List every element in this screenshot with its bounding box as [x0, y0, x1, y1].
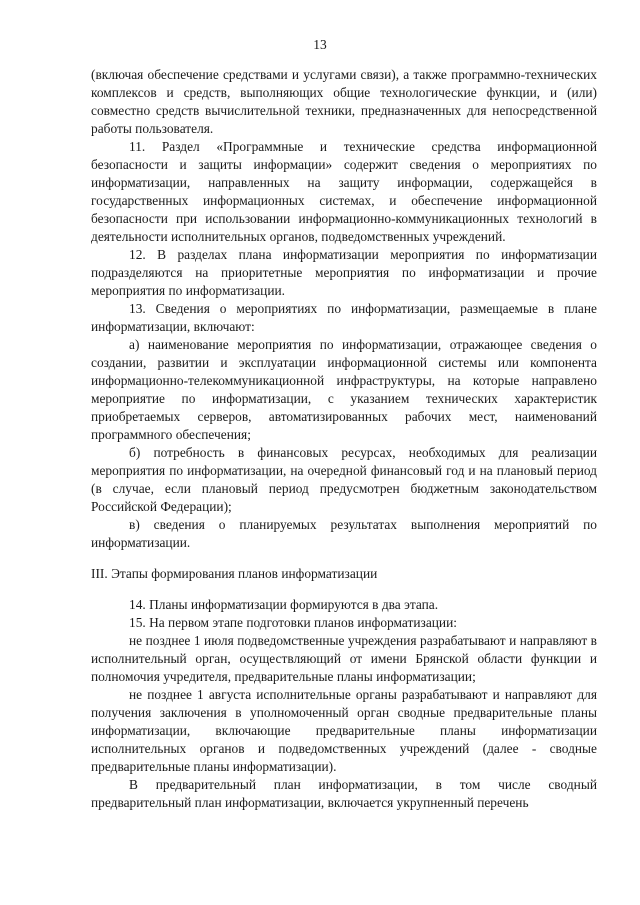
paragraph: 11. Раздел «Программные и технические средства информационной безопасности и защиты информации» содержит сведения о мероприятиях по информатизации, направленных на защиту информации, содержащейся в государственных информационных системах, и обеспечение информационной безопасности при использовании информационно-коммуникационных технологий в деятельности исполнительных органов, подведомственных учреждений. — [91, 139, 597, 244]
paragraph: не позднее 1 июля подведомственные учреждения разрабатывают и направляют в исполнительный орган, осуществляющий от имени Брянской области функции и полномочия учредителя, предварительные планы информатизации; — [91, 633, 597, 684]
paragraphs-after-heading — [91, 596, 597, 812]
paragraph: не позднее 1 августа исполнительные органы разрабатывают и направляют для получения заключения в уполномоченный орган сводные предварительные планы информатизации, включающие предварительные планы информатизации исполнительных органов и подведомственных учреждений (далее - сводные предварительные планы информатизации). — [91, 687, 597, 774]
paragraph: а) наименование мероприятия по информатизации, отражающее сведения о создании, развитии и эксплуатации информационной системы или компонента информационно-телекоммуникационной инфраструктуры, на которые направлено мероприятие по информатизации, с указанием технических характеристик приобретаемых серверов, автоматизированных рабочих мест, наименований программного обеспечения; — [91, 337, 597, 442]
paragraph: 14. Планы информатизации формируются в два этапа. — [129, 597, 439, 612]
section-heading: III. Этапы формирования планов информатизации — [91, 566, 378, 581]
paragraph: (включая обеспечение средствами и услугами связи), а также программно-технических комплексов и средств, выполняющих общие технологические функции, и (или) совместно средств вычислительной техники, предназначенных для непосредственной работы пользователя. — [91, 67, 597, 136]
paragraphs-before-heading — [91, 66, 597, 552]
paragraph: 15. На первом этапе подготовки планов информатизации: — [129, 615, 457, 630]
paragraph: В предварительный план информатизации, в том числе сводный предварительный план информатизации, включается укрупненный перечень — [91, 777, 597, 810]
paragraph: 12. В разделах плана информатизации мероприятия по информатизации подразделяются на приоритетные мероприятия по информатизации и прочие мероприятия по информатизации. — [91, 247, 597, 298]
paragraph: в) сведения о планируемых результатах выполнения мероприятий по информатизации. — [91, 517, 597, 550]
paragraph: б) потребность в финансовых ресурсах, необходимых для реализации мероприятия по информатизации, на очередной финансовый год и на плановый период (в случае, если плановый период предусмотрен бюджетным законодательством Российской Федерации); — [91, 445, 597, 514]
document-body — [91, 66, 597, 812]
page-number: 13 — [313, 37, 327, 52]
paragraph: 13. Сведения о мероприятиях по информатизации, размещаемые в плане информатизации, включают: — [91, 301, 597, 334]
